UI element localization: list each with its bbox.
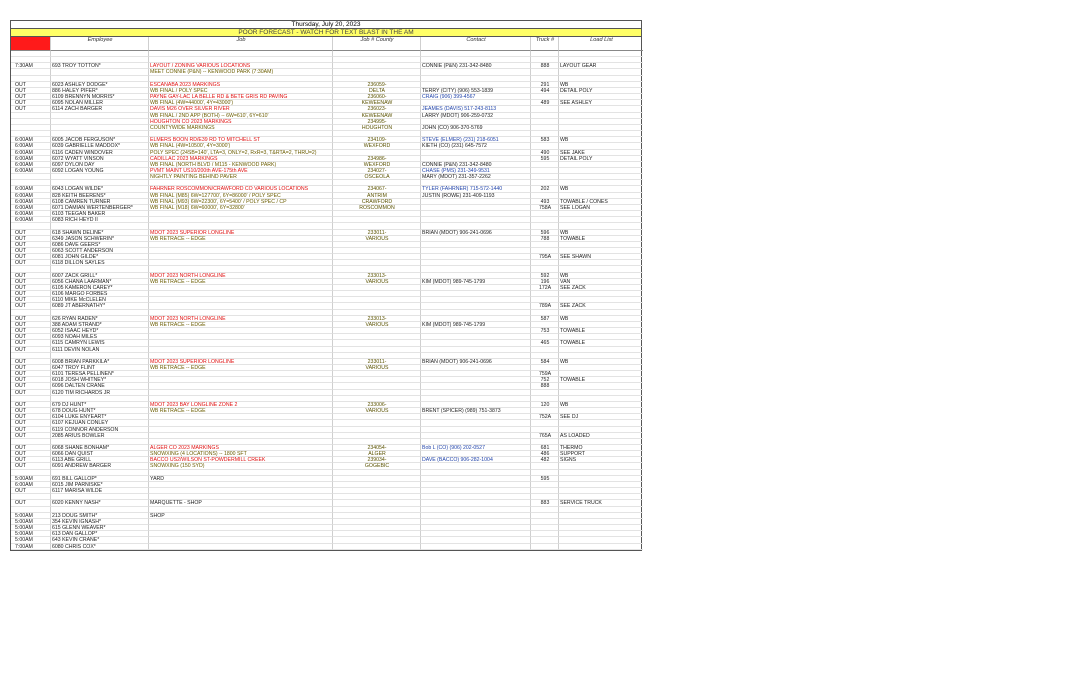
load-list-cell: SEE LOGAN xyxy=(559,205,643,211)
employee-cell: 6109 BRENNYN MORRIS* xyxy=(51,94,149,100)
load-list-cell: AS LOADED xyxy=(559,433,643,439)
load-list-cell: SUPPORT xyxy=(559,451,643,457)
contact-cell: JEAMES (DAVIS) 517-243-8113 xyxy=(421,106,531,112)
job-county-cell: ROSCOMMON xyxy=(333,205,421,211)
time-cell: OUT xyxy=(11,488,51,494)
column-header-job-county: Job # County xyxy=(333,37,421,51)
employee-cell: 6086 DAVE GEERS* xyxy=(51,242,149,248)
job-cell: BACCO US2/WILSON ST-POWDERMILL CREEK xyxy=(149,457,333,463)
load-list-cell: WB xyxy=(559,186,643,192)
job-county-cell: CRAWFORD xyxy=(333,199,421,205)
load-list-cell: WB xyxy=(559,316,643,322)
employee-cell: 6114 ZACH BARGER xyxy=(51,106,149,112)
truck-cell: 596 xyxy=(531,230,559,236)
load-list-cell: WB xyxy=(559,230,643,236)
load-list-cell: WB xyxy=(559,82,643,88)
load-list-cell: VAN xyxy=(559,279,643,285)
column-header-truck: Truck # xyxy=(531,37,559,51)
truck-cell: 595 xyxy=(531,476,559,482)
employee-cell: 6091 ANDREW BARGER xyxy=(51,463,149,469)
time-cell: OUT xyxy=(11,254,51,260)
job-county-cell: 234067- xyxy=(333,186,421,192)
load-list-cell: DETAIL POLY xyxy=(559,156,643,162)
contact-cell: BRIAN (MDOT) 906-241-0696 xyxy=(421,230,531,236)
job-county-cell: 233011- xyxy=(333,359,421,365)
time-cell: OUT xyxy=(11,82,51,88)
employee-cell: 354 KEVIN IGNASH* xyxy=(51,519,149,525)
employee-cell: 6043 LOGAN WILDE* xyxy=(51,186,149,192)
contact-cell: TERRY (CITY) (906) 553-1839 xyxy=(421,88,531,94)
truck-cell: 595 xyxy=(531,156,559,162)
time-cell: OUT xyxy=(11,414,51,420)
truck-cell: 120 xyxy=(531,402,559,408)
employee-cell: 6005 JACOB FERGUSON* xyxy=(51,137,149,143)
time-cell: OUT xyxy=(11,236,51,242)
load-list-cell: SEE JAKE xyxy=(559,150,643,156)
job-cell: DAVIS M26 OVER SILVER RIVER xyxy=(149,106,333,112)
time-cell: 6:00AM xyxy=(11,137,51,143)
truck-cell: 759A xyxy=(531,371,559,377)
employee-cell: 615 GLENN WEAVER* xyxy=(51,525,149,531)
job-cell: SHOP xyxy=(149,513,333,519)
time-cell: OUT xyxy=(11,100,51,106)
contact-cell: LARRY (MDOT) 906-259-0732 xyxy=(421,113,531,119)
employee-cell: 6063 SCOTT ANDERSON xyxy=(51,248,149,254)
truck-cell: 752 xyxy=(531,377,559,383)
load-list-cell: TOWABLE xyxy=(559,236,643,242)
truck-cell: 583 xyxy=(531,137,559,143)
job-cell: COUNTYWIDE MARKINGS xyxy=(149,125,333,131)
time-cell: OUT xyxy=(11,433,51,439)
time-cell: OUT xyxy=(11,291,51,297)
truck-cell: 196 xyxy=(531,279,559,285)
time-cell: OUT xyxy=(11,334,51,340)
employee-cell: 693 TROY TOTTON* xyxy=(51,63,149,69)
job-county-cell: 233013- xyxy=(333,316,421,322)
job-county-cell: WEXFORD xyxy=(333,162,421,168)
employee-cell: 6115 CAMRYN LEWIS xyxy=(51,340,149,346)
truck-cell: 465 xyxy=(531,340,559,346)
truck-cell: 587 xyxy=(531,316,559,322)
time-cell: OUT xyxy=(11,347,51,353)
load-list-cell: WB xyxy=(559,359,643,365)
employee-cell: 6116 CADEN WINDOVER xyxy=(51,150,149,156)
load-list-cell: WB xyxy=(559,273,643,279)
time-cell: 5:00AM xyxy=(11,537,51,543)
job-cell: SNOWXING (4 LOCATIONS) -- 1800 SFT xyxy=(149,451,333,457)
job-county-cell: VARIOUS xyxy=(333,236,421,242)
time-cell: OUT xyxy=(11,427,51,433)
employee-cell: 6095 NOLAN MILLER xyxy=(51,100,149,106)
column-header-employee: Employee xyxy=(51,37,149,51)
schedule-sheet xyxy=(10,20,642,551)
job-county-cell: 236023- xyxy=(333,106,421,112)
truck-cell xyxy=(531,544,559,550)
load-list-cell: SEE ZACK xyxy=(559,303,643,309)
contact-cell: CRAIG (906) 399-4567 xyxy=(421,94,531,100)
employee-cell: 6103 TEEGAN BAKER xyxy=(51,211,149,217)
time-cell: OUT xyxy=(11,402,51,408)
load-list-cell: TOWABLE xyxy=(559,328,643,334)
employee-cell: 6007 ZACK GRILL* xyxy=(51,273,149,279)
column-header-contact: Contact xyxy=(421,37,531,51)
truck-cell: 795A xyxy=(531,254,559,260)
employee-cell: 6047 TROY FLINT xyxy=(51,365,149,371)
employee-cell: 6071 DAMIAN WERTENBERGER* xyxy=(51,205,149,211)
employee-cell: 6072 WYATT VINSON xyxy=(51,156,149,162)
truck-cell: 888 xyxy=(531,383,559,389)
time-cell: OUT xyxy=(11,500,51,506)
contact-cell: CONNIE (P&N) 231-342-8480 xyxy=(421,162,531,168)
employee-cell: 6118 DILLON SAYLES xyxy=(51,260,149,266)
employee-cell: 828 KEITH BEERENS* xyxy=(51,193,149,199)
job-cell: MDOT 2023 SUPERIOR LONGLINE xyxy=(149,359,333,365)
time-cell: OUT xyxy=(11,322,51,328)
truck-cell: 592 xyxy=(531,273,559,279)
truck-cell: 765A xyxy=(531,433,559,439)
truck-cell: 584 xyxy=(531,359,559,365)
date-header: Thursday, July 20, 2023 xyxy=(10,20,642,28)
load-list-cell: SEE ZACK xyxy=(559,285,643,291)
load-list-cell: WB xyxy=(559,137,643,143)
job-cell: WB FINAL (NORTH BLVD / M115 - KENWOOD PARK) xyxy=(149,162,333,168)
truck-cell: 789A xyxy=(531,303,559,309)
time-cell: OUT xyxy=(11,328,51,334)
time-cell: OUT xyxy=(11,377,51,383)
time-cell: OUT xyxy=(11,420,51,426)
job-county-cell: WEXFORD xyxy=(333,143,421,149)
time-cell: OUT xyxy=(11,242,51,248)
time-cell: OUT xyxy=(11,463,51,469)
contact-cell: DAVE (BACCO) 906-282-1004 xyxy=(421,457,531,463)
table-row xyxy=(11,544,641,550)
column-header-load-list: Load List xyxy=(559,37,643,51)
truck-cell: 788 xyxy=(531,236,559,242)
time-cell: OUT xyxy=(11,408,51,414)
job-county-cell: 234995- xyxy=(333,119,421,125)
time-cell: OUT xyxy=(11,279,51,285)
job-cell: ESCANABA 2023 MARKINGS xyxy=(149,82,333,88)
job-county-cell: ALGER xyxy=(333,451,421,457)
contact-cell: TYLER (FAHRNER) 715-572-1440 xyxy=(421,186,531,192)
employee-cell: 6108 CAMREN TURNER xyxy=(51,199,149,205)
load-list-cell: WB xyxy=(559,402,643,408)
employee-cell: 6015 JIM PARNISKE* xyxy=(51,482,149,488)
employee-cell: 6111 DEVIN NOLAN xyxy=(51,347,149,353)
job-cell: MDOT 2023 SUPERIOR LONGLINE xyxy=(149,230,333,236)
contact-cell: STEVE (ELMER) (231) 218-6051 xyxy=(421,137,531,143)
time-cell: OUT xyxy=(11,371,51,377)
job-cell: WB RETRACE -- EDGE xyxy=(149,365,333,371)
job-cell: YARD xyxy=(149,476,333,482)
job-county-cell: VARIOUS xyxy=(333,279,421,285)
employee-cell: 6052 ISAAC HEYD* xyxy=(51,328,149,334)
employee-cell: 643 KEVIN CRANE* xyxy=(51,537,149,543)
job-cell: HOUGHTON CO 2023 MARKINGS xyxy=(149,119,333,125)
employee-cell: 6119 CONNOR ANDERSON xyxy=(51,427,149,433)
time-cell: 6:00AM xyxy=(11,150,51,156)
job-cell: MDOT 2023 NORTH LONGLINE xyxy=(149,316,333,322)
contact-cell: BRENT (SPICER) (989) 751-3873 xyxy=(421,408,531,414)
time-cell: 5:00AM xyxy=(11,525,51,531)
employee-cell: 6023 ASHLEY DODGE* xyxy=(51,82,149,88)
employee-cell: 618 SHAWN DELINE* xyxy=(51,230,149,236)
job-county-cell: 233011- xyxy=(333,230,421,236)
employee-cell: 6097 DYLON DAY xyxy=(51,162,149,168)
job-cell: WB RETRACE -- EDGE xyxy=(149,322,333,328)
job-cell: MARQUETTE - SHOP xyxy=(149,500,333,506)
load-list-cell: SEE ASHLEY xyxy=(559,100,643,106)
job-county-cell: GOGEBIC xyxy=(333,463,421,469)
column-header-time: TIME xyxy=(11,37,51,51)
job-cell: WB FINAL (M18) 6W=60000', 6Y=32800' xyxy=(149,205,333,211)
employee-cell: 886 HALEY PIFER* xyxy=(51,88,149,94)
time-cell: OUT xyxy=(11,340,51,346)
truck-cell: 752A xyxy=(531,414,559,420)
contact-cell: MARY (MDOT) 231-357-2262 xyxy=(421,174,531,180)
time-cell: 7:30AM xyxy=(11,63,51,69)
employee-cell: 6092 LOGAN YOUNG xyxy=(51,168,149,174)
employee-cell: 6080 CHRIS COX* xyxy=(51,544,149,550)
employee-cell: 2085 ARIUS BOWLER xyxy=(51,433,149,439)
time-cell: 6:00AM xyxy=(11,199,51,205)
employee-cell: 6093 NOAH MILES xyxy=(51,334,149,340)
table-body xyxy=(11,51,641,550)
contact-cell: KIM (MDOT) 989-745-1799 xyxy=(421,279,531,285)
time-cell: OUT xyxy=(11,285,51,291)
employee-cell: 6066 DAN QUIST xyxy=(51,451,149,457)
job-county-cell: 233006- xyxy=(333,402,421,408)
load-list-cell: LAYOUT GEAR xyxy=(559,63,643,69)
job-cell: WB RETRACE -- EDGE xyxy=(149,236,333,242)
time-cell: 6:00AM xyxy=(11,217,51,223)
time-cell: OUT xyxy=(11,297,51,303)
employee-cell: 6105 KAMERON CAREY* xyxy=(51,285,149,291)
time-cell: 6:00AM xyxy=(11,193,51,199)
contact-cell: BRIAN (MDOT) 906-241-0696 xyxy=(421,359,531,365)
employee-cell: 6101 TERESA PELLINEN* xyxy=(51,371,149,377)
column-header-job: Job xyxy=(149,37,333,51)
employee-cell: 6039 GABRIELLE MADDOX* xyxy=(51,143,149,149)
contact-cell: KIETH (CO) (231) 645-7572 xyxy=(421,143,531,149)
job-cell: PVMT MAINT US10/200th AVE-175th AVE xyxy=(149,168,333,174)
time-cell: OUT xyxy=(11,383,51,389)
time-cell: OUT xyxy=(11,359,51,365)
time-cell: OUT xyxy=(11,365,51,371)
time-cell: 6:00AM xyxy=(11,162,51,168)
contact-cell xyxy=(421,544,531,550)
truck-cell: 883 xyxy=(531,500,559,506)
job-county-cell: 234054- xyxy=(333,445,421,451)
time-cell: OUT xyxy=(11,390,51,396)
truck-cell: 888 xyxy=(531,63,559,69)
time-cell: 6:00AM xyxy=(11,482,51,488)
job-cell: NIGHTLY PAINTING BEHIND PAVER xyxy=(149,174,333,180)
employee-cell: 6081 JOHN GILDE* xyxy=(51,254,149,260)
job-cell: CADILLAC 2023 MARKINGS xyxy=(149,156,333,162)
employee-cell: 6120 TIM RICHARDS JR xyxy=(51,390,149,396)
time-cell: OUT xyxy=(11,248,51,254)
job-cell: WB FINAL / 2ND APP (BOTH) -- 6W=610', 6Y=610' xyxy=(149,113,333,119)
job-county-cell: 239034- xyxy=(333,457,421,463)
load-list-cell: SEE DJ xyxy=(559,414,643,420)
employee-cell: 6104 LUKE ENYEART* xyxy=(51,414,149,420)
job-county-cell: HOUGHTON xyxy=(333,125,421,131)
contact-cell: KIM (MDOT) 989-745-1799 xyxy=(421,322,531,328)
truck-cell: 202 xyxy=(531,186,559,192)
job-cell: MEET CONNIE (P&N) -- KENWOOD PARK (7:30AM) xyxy=(149,69,333,75)
job-county-cell: 236059- xyxy=(333,82,421,88)
employee-cell: 213 DOUG SMITH* xyxy=(51,513,149,519)
job-county-cell: KEWEENAW xyxy=(333,100,421,106)
employee-cell: 6349 JASON SCHWERIN* xyxy=(51,236,149,242)
load-list-cell: SIGNS xyxy=(559,457,643,463)
load-list-cell: TOWABLE / CONES xyxy=(559,199,643,205)
time-cell: 5:00AM xyxy=(11,513,51,519)
time-cell: OUT xyxy=(11,316,51,322)
truck-cell: 681 xyxy=(531,445,559,451)
job-cell: ELMERS BOON RD/E39 RD TO MITCHELL ST xyxy=(149,137,333,143)
time-cell: 6:00AM xyxy=(11,186,51,192)
job-county-cell: 233013- xyxy=(333,273,421,279)
time-cell: OUT xyxy=(11,260,51,266)
job-cell: ALGER CO 2023 MARKINGS xyxy=(149,445,333,451)
job-cell: MDOT 2023 NORTH LONGLINE xyxy=(149,273,333,279)
employee-cell: 6106 MARGO FORBES xyxy=(51,291,149,297)
time-cell: 6:00AM xyxy=(11,143,51,149)
truck-cell: 482 xyxy=(531,457,559,463)
time-cell: OUT xyxy=(11,273,51,279)
employee-cell: 6117 MARISA WILDE xyxy=(51,488,149,494)
time-cell: OUT xyxy=(11,303,51,309)
time-cell: OUT xyxy=(11,230,51,236)
job-county-cell: VARIOUS xyxy=(333,408,421,414)
job-cell: LAYOUT / ZONING VARIOUS LOCATIONS xyxy=(149,63,333,69)
load-list-cell: SEE SHAWN xyxy=(559,254,643,260)
job-cell: WB RETRACE -- EDGE xyxy=(149,408,333,414)
job-cell: SNOWXING (150 SYD) xyxy=(149,463,333,469)
forecast-banner: POOR FORECAST - WATCH FOR TEXT BLAST IN THE AM xyxy=(10,28,642,36)
contact-cell: JUSTIN (ROWE) 231-409-1193 xyxy=(421,193,531,199)
truck-cell: 291 xyxy=(531,82,559,88)
load-list-cell: SERVICE TRUCK xyxy=(559,500,643,506)
employee-cell: 6018 JOSH WHITNEY* xyxy=(51,377,149,383)
time-cell: OUT xyxy=(11,457,51,463)
time-cell: 6:00AM xyxy=(11,205,51,211)
employee-cell: 691 BILL GALLOP* xyxy=(51,476,149,482)
employee-cell: 6113 ABE GRILL xyxy=(51,457,149,463)
employee-cell: 626 RYAN RADEN* xyxy=(51,316,149,322)
truck-cell: 758A xyxy=(531,205,559,211)
time-cell: 5:00AM xyxy=(11,531,51,537)
employee-cell: 6089 JT ABERNATHY* xyxy=(51,303,149,309)
job-county-cell: 234986- xyxy=(333,156,421,162)
time-cell: OUT xyxy=(11,88,51,94)
time-cell: OUT xyxy=(11,94,51,100)
job-county-cell: KEWEENAW xyxy=(333,113,421,119)
job-cell: WB FINAL / POLY SPEC xyxy=(149,88,333,94)
time-cell: 5:00AM xyxy=(11,476,51,482)
time-cell: 6:00AM xyxy=(11,168,51,174)
truck-cell: 753 xyxy=(531,328,559,334)
job-cell: POLY SPEC (24SB=140', LTA=3, ONLY=2, RxR=3, T&RTA=2, THRU=2) xyxy=(149,150,333,156)
load-list-cell: THERMO xyxy=(559,445,643,451)
time-cell: 6:00AM xyxy=(11,156,51,162)
job-county-cell: 234027- xyxy=(333,168,421,174)
column-header-row xyxy=(11,37,641,51)
job-cell: PAYNE GAY-LAC LA BELLE RD & BETE GRIS RD PAVING xyxy=(149,94,333,100)
truck-cell: 493 xyxy=(531,199,559,205)
truck-cell: 490 xyxy=(531,150,559,156)
job-county-cell: DELTA xyxy=(333,88,421,94)
job-cell: WB FINAL (4W=10500', 4Y=3000') xyxy=(149,143,333,149)
employee-cell: 678 DOUG HUNT* xyxy=(51,408,149,414)
employee-cell: 388 ADAM STRAND* xyxy=(51,322,149,328)
job-cell: WB RETRACE -- EDGE xyxy=(149,279,333,285)
job-cell xyxy=(149,544,333,550)
job-cell: WB FINAL (4W=44000', 4Y=43000') xyxy=(149,100,333,106)
job-county-cell xyxy=(333,544,421,550)
job-cell: WB FINAL (M85) 6W=127700', 6Y=86000' / POLY SPEC xyxy=(149,193,333,199)
employee-cell: 6096 DALTEN CRANE xyxy=(51,383,149,389)
truck-cell: 486 xyxy=(531,451,559,457)
employee-cell: 6008 BRIAN PARKKILA* xyxy=(51,359,149,365)
contact-cell: CHASE (PMS) 231-349-9531 xyxy=(421,168,531,174)
time-cell: 5:00AM xyxy=(11,519,51,525)
job-county-cell: VARIOUS xyxy=(333,365,421,371)
truck-cell: 489 xyxy=(531,100,559,106)
load-list-cell: DETAIL POLY xyxy=(559,88,643,94)
time-cell: OUT xyxy=(11,445,51,451)
load-list-cell xyxy=(559,544,643,550)
time-cell: 7:00AM xyxy=(11,544,51,550)
employee-cell: 6110 MIKE McCLELEN xyxy=(51,297,149,303)
employee-cell: 6068 SHANE BONHAM* xyxy=(51,445,149,451)
schedule-table xyxy=(10,36,642,551)
contact-cell: Bob L (CO) (906) 202-0527 xyxy=(421,445,531,451)
load-list-cell: TOWABLE xyxy=(559,377,643,383)
load-list-cell: TOWABLE xyxy=(559,340,643,346)
time-cell: 6:00AM xyxy=(11,211,51,217)
job-county-cell: ANTRIM xyxy=(333,193,421,199)
employee-cell: 6107 KEJUAN CONLEY xyxy=(51,420,149,426)
time-cell: OUT xyxy=(11,106,51,112)
employee-cell: 6083 RICH HEYD II xyxy=(51,217,149,223)
job-county-cell: 234109- xyxy=(333,137,421,143)
employee-cell: 679 DJ HUNT* xyxy=(51,402,149,408)
time-cell: OUT xyxy=(11,451,51,457)
job-cell: FAHRNER ROSCOMMON/CRAWFORD CO VARIOUS LOCATIONS xyxy=(149,186,333,192)
truck-cell: 172A xyxy=(531,285,559,291)
contact-cell: CONNIE (P&N) 231-342-8480 xyxy=(421,63,531,69)
employee-cell: 6056 CHANA LAARMAN* xyxy=(51,279,149,285)
job-county-cell: VARIOUS xyxy=(333,322,421,328)
employee-cell: 613 DAN GALLOP* xyxy=(51,531,149,537)
employee-cell: 6020 KENNY NASH* xyxy=(51,500,149,506)
contact-cell: JOHN (CO) 906-370-5769 xyxy=(421,125,531,131)
job-county-cell: OSCEOLA xyxy=(333,174,421,180)
job-cell: WB FINAL (M93) 6W=22300', 6Y=5400' / POLY SPEC / CP xyxy=(149,199,333,205)
truck-cell: 494 xyxy=(531,88,559,94)
job-county-cell: 236060- xyxy=(333,94,421,100)
job-cell: MDOT 2023 BAY LONGLINE ZONE 2 xyxy=(149,402,333,408)
